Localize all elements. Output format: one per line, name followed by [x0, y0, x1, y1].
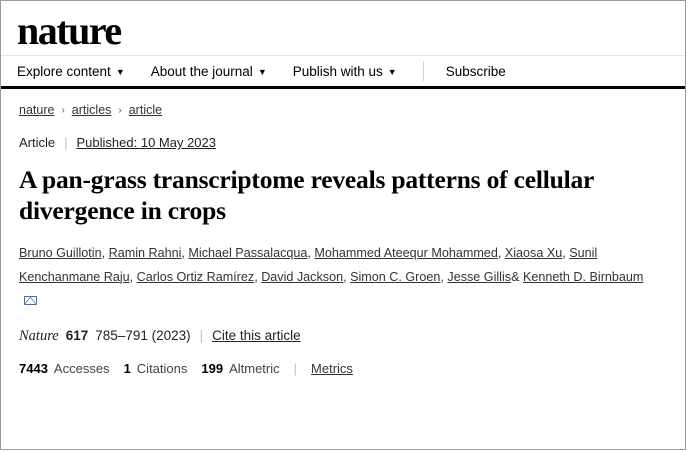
envelope-icon[interactable] — [24, 296, 37, 305]
breadcrumb-item-nature[interactable]: nature — [19, 103, 55, 117]
meta-divider: | — [64, 135, 68, 150]
breadcrumb — [19, 103, 667, 117]
journal-citation — [19, 328, 667, 345]
chevron-down-icon: ▼ — [257, 66, 267, 77]
nature-logo[interactable]: nature — [17, 8, 121, 53]
nav-item-subscribe[interactable] — [446, 64, 506, 79]
nav-item-label: About the journal — [150, 63, 253, 79]
page-title: A pan-grass transcriptome reveals patterns of cellular divergence in crops — [19, 165, 594, 226]
cite-this-article-link[interactable]: Cite this article — [212, 328, 301, 344]
breadcrumb-item-article: article — [128, 103, 163, 117]
journal-name: Nature — [19, 328, 59, 345]
nav-item-publish-with-us[interactable] — [293, 64, 397, 79]
nav-item-label: Publish with us — [292, 63, 383, 79]
breadcrumb-item-articles[interactable]: articles — [71, 103, 112, 117]
altmetric-count: 199 — [201, 361, 224, 377]
nav-divider — [423, 61, 424, 81]
chevron-down-icon: ▼ — [387, 66, 397, 77]
main-navigation — [1, 55, 685, 89]
published-date[interactable]: Published: 10 May 2023 — [76, 135, 216, 150]
nav-item-label: Explore content — [17, 63, 111, 79]
journal-volume: 617 — [65, 328, 89, 344]
author-link[interactable]: Bruno Guillotin — [19, 246, 102, 261]
chevron-down-icon: ▼ — [115, 66, 125, 77]
article-meta — [19, 135, 667, 150]
author-link[interactable]: Michael Passalacqua — [188, 246, 308, 261]
article-type-label: Article — [19, 135, 56, 150]
citations-label: Citations — [136, 361, 188, 377]
author-link[interactable]: Simon C. Groen — [350, 269, 441, 284]
author-link[interactable]: Carlos Ortiz Ramírez — [136, 269, 255, 284]
nav-item-label: Subscribe — [445, 63, 506, 79]
citations-count: 1 — [123, 361, 131, 377]
author-link[interactable]: David Jackson — [261, 269, 344, 284]
accesses-count: 7443 — [19, 361, 48, 377]
metrics-divider: | — [293, 361, 298, 377]
author-list: Bruno Guillotin, Ramin Rahni, Michael Passalacqua, Mohammed Ateequr Mohammed, Xiaosa Xu, Sunil Kenchanmane Raju, Carlos Ortiz Ramírez, David Jackson, Simon C. Groen, Jesse Gillis& Kenneth D. Birnbaum — [19, 242, 659, 312]
masthead — [1, 1, 685, 55]
metrics-link[interactable]: Metrics — [311, 361, 353, 377]
author-link[interactable]: Xiaosa Xu — [504, 246, 563, 261]
article-metrics — [19, 361, 667, 376]
article-header — [1, 89, 685, 376]
author-link[interactable]: Jesse Gillis — [447, 269, 512, 284]
breadcrumb-separator-icon: › — [118, 104, 122, 116]
breadcrumb-separator-icon: › — [61, 104, 65, 116]
nav-item-explore-content[interactable] — [17, 64, 125, 79]
accesses-label: Accesses — [53, 361, 110, 377]
author-link[interactable]: Ramin Rahni — [108, 246, 182, 261]
author-link-corresponding[interactable]: Kenneth D. Birnbaum — [522, 269, 644, 284]
author-link[interactable]: Sunil Kenchanmane Raju — [19, 246, 598, 284]
altmetric-label: Altmetric — [229, 361, 280, 377]
nav-item-about-the-journal[interactable] — [151, 64, 267, 79]
journal-divider: | — [199, 328, 204, 344]
journal-pages-year: 785–791 (2023) — [95, 328, 191, 344]
author-link[interactable]: Mohammed Ateequr Mohammed — [314, 246, 498, 261]
authors-conjunction: & — [511, 269, 520, 284]
